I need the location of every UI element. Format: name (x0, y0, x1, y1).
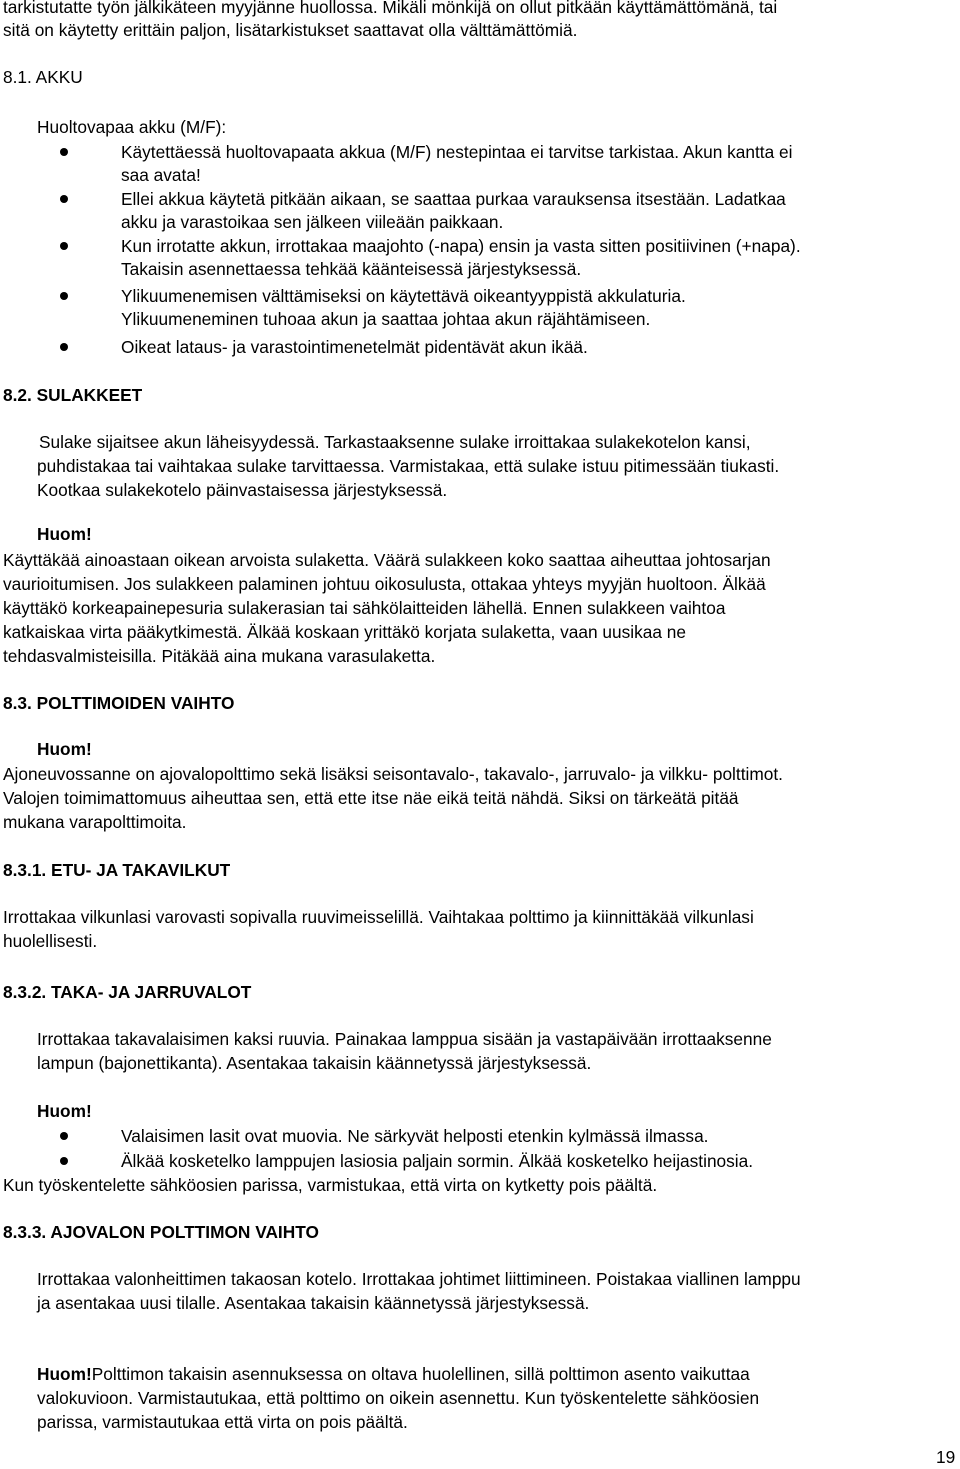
note-line: tehdasvalmisteisilla. Pitäkää aina mukana varasulaketta. (3, 646, 436, 666)
paragraph-line: lampun (bajonettikanta). Asentakaa takaisin käännetyssä järjestyksessä. (37, 1053, 592, 1073)
bullet-icon (60, 148, 68, 156)
paragraph-line: Sulake sijaitsee akun läheisyydessä. Tarkastaaksenne sulake irroittakaa sulakekotelon kansi, (39, 432, 751, 452)
section-heading-taka-ja-jarruvalot: 8.3.2. TAKA- JA JARRUVALOT (3, 982, 252, 1002)
paragraph-line: puhdistakaa tai vaihtakaa sulake tarvittaessa. Varmistakaa, että sulake istuu pitimessään tiukasti. (37, 456, 780, 476)
note-line: parissa, varmistautukaa että virta on pois päältä. (37, 1412, 408, 1432)
note-line: valokuvioon. Varmistautukaa, että polttimo on oikein asennettu. Kun työskentelette sähköosien (37, 1388, 760, 1408)
note-line: vaurioitumisen. Jos sulakkeen palaminen johtuu oikosulusta, ottakaa yhteys myyjän huoltoon. Älkää (3, 574, 766, 594)
bullet-icon (60, 292, 68, 300)
paragraph-line: Kootkaa sulakekotelo päinvastaisessa järjestyksessä. (37, 480, 448, 500)
section-heading-polttimoiden-vaihto: 8.3. POLTTIMOIDEN VAIHTO (3, 693, 235, 713)
closing-line: Kun työskentelette sähköosien parissa, varmistukaa, että virta on kytketty pois päältä. (3, 1175, 658, 1195)
note-line: katkaiskaa virta pääkytkimestä. Älkää koskaan yrittäkö korjata sulaketta, vaan uusikaa ne (3, 622, 686, 642)
note-line: Käyttäkää ainoastaan oikean arvoista sulaketta. Väärä sulakkeen koko saattaa aiheuttaa johtosarjan (3, 550, 771, 570)
bullet-text: Älkää kosketelko lamppujen lasiosia paljain sormin. Älkää kosketelko heijastinosia. (121, 1151, 754, 1171)
paragraph-line: Irrottakaa vilkunlasi varovasti sopivalla ruuvimeisselillä. Vaihtakaa polttimo ja kiinnittäkää vilkunlasi (3, 907, 754, 927)
bullet-text: Valaisimen lasit ovat muovia. Ne särkyvät helposti etenkin kylmässä ilmassa. (121, 1126, 709, 1146)
paragraph-line: Valojen toimimattomuus aiheuttaa sen, että ette itse näe eikä teitä nähdä. Siksi on tärkeätä pitää (3, 788, 739, 808)
bullet-text: Ylikuumeneminen tuhoaa akun ja saattaa johtaa akun räjähtämiseen. (121, 309, 651, 329)
section-heading-etu-ja-takavilkut: 8.3.1. ETU- JA TAKAVILKUT (3, 860, 231, 880)
paragraph-line: mukana varapolttimoita. (3, 812, 187, 832)
intro-line: tarkistutatte työn jälkikäteen myyjänne huollossa. Mikäli mönkijä on ollut pitkään käyttämättömänä, tai (3, 0, 778, 17)
paragraph-line: huolellisesti. (3, 931, 98, 951)
bullet-icon (60, 1132, 68, 1140)
section-heading-akku: 8.1. AKKU (3, 67, 83, 87)
bullet-icon (60, 1157, 68, 1165)
bullet-text: saa avata! (121, 165, 201, 185)
section-heading-sulakkeet: 8.2. SULAKKEET (3, 385, 143, 405)
paragraph-line: Irrottakaa valonheittimen takaosan kotelo. Irrottakaa johtimet liittimineen. Poistakaa viallinen lamppu (37, 1269, 801, 1289)
bullet-text: Kun irrotatte akkun, irrottakaa maajohto (-napa) ensin ja vasta sitten positiivinen (+napa). (121, 236, 801, 256)
intro-line: sitä on käytetty erittäin paljon, lisätarkistukset saattavat olla välttämättömiä. (3, 20, 578, 40)
note-line: käyttäkö korkeapainepesuria sulakerasian tai sähkölaitteiden lähellä. Ennen sulakkeen vaihtoa (3, 598, 726, 618)
bullet-text: akku ja varastoikaa sen jälkeen viileään paikkaan. (121, 212, 504, 232)
bullet-text: Ylikuumenemisen välttämiseksi on käytettävä oikeantyyppistä akkulaturia. (121, 286, 686, 306)
note-text: Polttimon takaisin asennuksessa on oltava huolellinen, sillä polttimon asento vaikuttaa (91, 1364, 750, 1384)
note-paragraph-first-line (37, 1363, 750, 1386)
paragraph-line: Irrottakaa takavalaisimen kaksi ruuvia. Painakaa lamppua sisään ja vastapäivään irrottaaksenne (37, 1029, 772, 1049)
page-number: 19 (936, 1447, 956, 1467)
paragraph-line: Ajoneuvossanne on ajovalopolttimo sekä lisäksi seisontavalo-, takavalo-, jarruvalo- ja vilkku- polttimot. (3, 764, 783, 784)
subheading-huoltovapaa: Huoltovapaa akku (M/F): (37, 117, 227, 137)
paragraph-line: ja asentakaa uusi tilalle. Asentakaa takaisin käännetyssä järjestyksessä. (37, 1293, 590, 1313)
note-label: Huom! (37, 1101, 92, 1121)
note-label: Huom! (37, 739, 92, 759)
bullet-icon (60, 195, 68, 203)
bullet-text: Takaisin asennettaessa tehkää käänteisessä järjestyksessä. (121, 259, 582, 279)
bullet-icon (60, 242, 68, 250)
bullet-text: Käytettäessä huoltovapaata akkua (M/F) nestepintaa ei tarvitse tarkistaa. Akun kantta ei (121, 142, 793, 162)
note-label: Huom! (37, 524, 92, 544)
bullet-text: Ellei akkua käytetä pitkään aikaan, se saattaa purkaa varauksensa itsestään. Ladatkaa (121, 189, 786, 209)
note-label: Huom! (37, 1364, 92, 1384)
bullet-icon (60, 343, 68, 351)
section-heading-ajovalon-polttimon-vaihto: 8.3.3. AJOVALON POLTTIMON VAIHTO (3, 1222, 319, 1242)
bullet-text: Oikeat lataus- ja varastointimenetelmät pidentävät akun ikää. (121, 337, 588, 357)
